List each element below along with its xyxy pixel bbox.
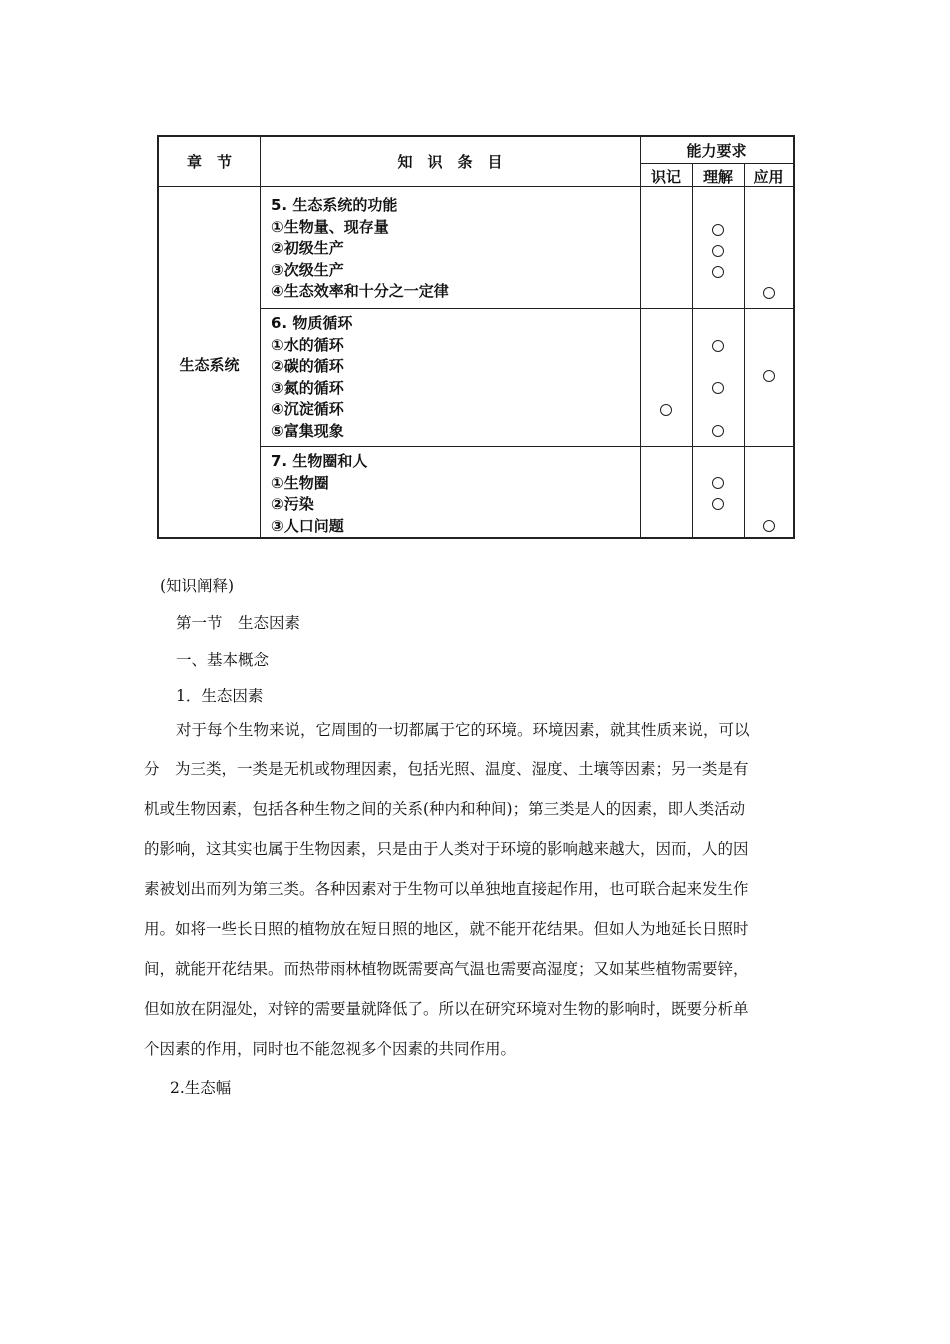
requirement-mark (712, 266, 724, 278)
grid-line (640, 163, 793, 164)
section-item: ①水的循环 (271, 336, 344, 354)
requirement-mark (712, 382, 724, 394)
paragraph-line: 对于每个生物来说，它周围的一切都属于它的环境。环境因素，就其性质来说，可以 (176, 721, 750, 739)
item-heading: 2.生态幅 (170, 1079, 232, 1097)
section-title: 7. 生物圈和人 (271, 452, 368, 470)
section-item: ④生态效率和十分之一定律 (271, 282, 449, 300)
header-ability: 能力要求 (686, 142, 747, 160)
section-item: ①生物圈 (271, 474, 329, 492)
paragraph-line: 但如放在阴湿处，对锌的需要量就降低了。所以在研究环境对生物的影响时，既要分析单 (144, 1000, 749, 1018)
requirement-mark (712, 224, 724, 236)
section-item: ②污染 (271, 495, 314, 513)
section-item: ③氮的循环 (271, 379, 344, 397)
section-title: 6. 物质循环 (271, 314, 353, 332)
section-item: ①生物量、现存量 (271, 218, 389, 236)
requirement-mark (763, 287, 775, 299)
header-recall: 识记 (650, 168, 681, 186)
section-item: ⑤富集现象 (271, 422, 344, 440)
requirement-mark (712, 340, 724, 352)
paragraph-line: 个因素的作用，同时也不能忽视多个因素的共同作用。 (144, 1040, 517, 1058)
paragraph-line: 用。如将一些长日照的植物放在短日照的地区，就不能开花结果。但如人为地延长日照时 (144, 920, 749, 938)
grid-line (640, 137, 641, 537)
section-item: ②碳的循环 (271, 357, 344, 375)
grid-line (744, 164, 745, 537)
subsection-heading: 一、基本概念 (176, 651, 270, 669)
section-item: ③人口问题 (271, 517, 344, 535)
header-understand: 理解 (702, 168, 733, 186)
grid-line (692, 164, 693, 537)
header-apply: 应用 (753, 168, 784, 186)
chapter-name: 生态系统 (179, 356, 240, 374)
grid-line (260, 137, 261, 537)
grid-line (260, 446, 793, 447)
section-heading: 第一节 生态因素 (176, 614, 301, 632)
requirement-mark (763, 520, 775, 532)
section-item: ④沉淀循环 (271, 400, 344, 418)
paragraph-line: 机或生物因素，包括各种生物之间的关系(种内和种间)；第三类是人的因素，即人类活动 (144, 800, 746, 818)
requirement-mark (712, 498, 724, 510)
paragraph-line: 素被划出而列为第三类。各种因素对于生物可以单独地直接起作用，也可联合起来发生作 (144, 880, 749, 898)
requirement-mark (712, 425, 724, 437)
header-knowledge: 知 识 条 目 (397, 153, 503, 171)
label-knowledge-explanation: (知识阐释) (160, 577, 235, 595)
section-item: ③次级生产 (271, 261, 344, 279)
requirement-mark (712, 245, 724, 257)
requirement-mark (660, 404, 672, 416)
section-item: ②初级生产 (271, 239, 344, 257)
section-title: 5. 生态系统的功能 (271, 196, 398, 214)
knowledge-requirements-table (157, 135, 795, 539)
item-heading: 1．生态因素 (176, 687, 264, 705)
requirement-mark (712, 477, 724, 489)
grid-line (260, 308, 793, 309)
requirement-mark (763, 370, 775, 382)
paragraph-line: 间，就能开花结果。而热带雨林植物既需要高气温也需要高湿度；又如某些植物需要锌， (144, 960, 749, 978)
header-chapter: 章 节 (186, 153, 232, 171)
paragraph-line: 分 为三类，一类是无机或物理因素，包括光照、温度、湿度、土壤等因素；另一类是有 (144, 760, 749, 778)
paragraph-line: 的影响，这其实也属于生物因素，只是由于人类对于环境的影响越来越大，因而，人的因 (144, 840, 749, 858)
